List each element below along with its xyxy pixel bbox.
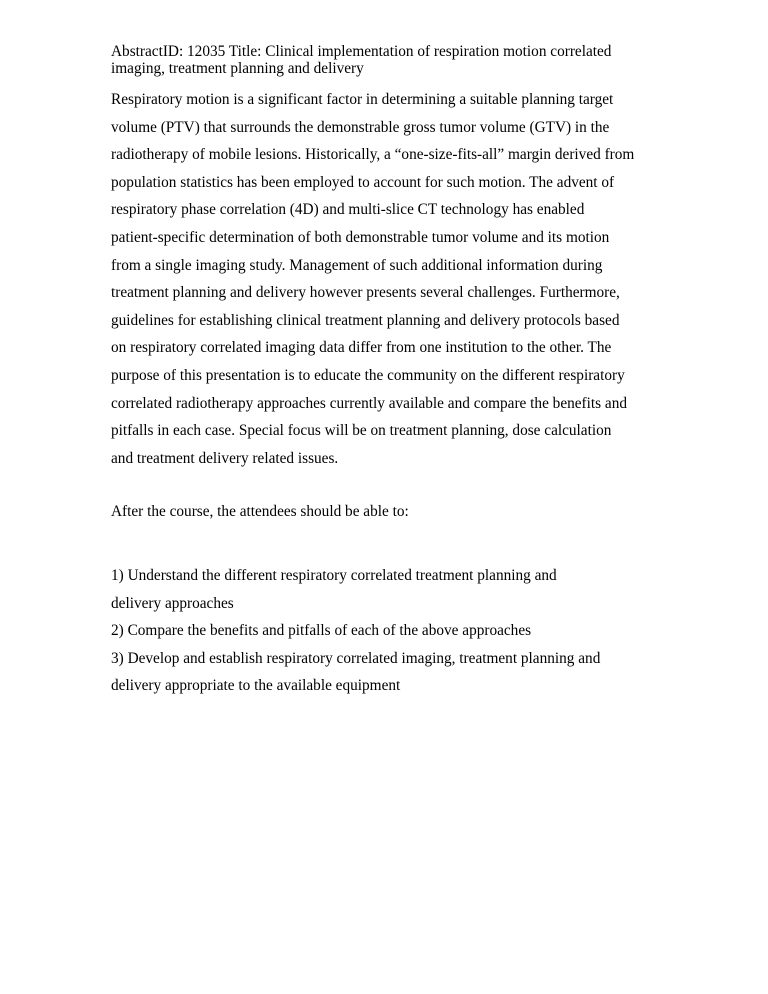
abstract-line: volume (PTV) that surrounds the demonstrable gross tumor volume (GTV) in the — [111, 118, 610, 136]
abstract-line: radiotherapy of mobile lesions. Historically, a “one-size-fits-all” margin derived from — [111, 146, 635, 164]
objective-line: delivery approaches — [111, 594, 234, 612]
abstract-line: correlated radiotherapy approaches currently available and compare the benefits and — [111, 394, 628, 412]
objective-line: 2) Compare the benefits and pitfalls of each of the above approaches — [111, 622, 532, 640]
abstract-line: patient-specific determination of both demonstrable tumor volume and its motion — [111, 228, 610, 246]
abstract-body — [111, 86, 681, 472]
objective-line: delivery appropriate to the available equipment — [111, 677, 401, 695]
abstract-line: and treatment delivery related issues. — [111, 449, 339, 467]
abstract-line: population statistics has been employed to account for such motion. The advent of — [111, 173, 615, 191]
abstract-line: from a single imaging study. Management of such additional information during — [111, 256, 603, 274]
abstract-line: respiratory phase correlation (4D) and multi-slice CT technology has enabled — [111, 201, 585, 219]
abstract-title-header — [111, 43, 671, 77]
abstract-line: on respiratory correlated imaging data differ from one institution to the other. The — [111, 339, 612, 357]
objective-line: 3) Develop and establish respiratory correlated imaging, treatment planning and — [111, 649, 601, 667]
learning-objectives — [111, 562, 671, 700]
abstract-line: Respiratory motion is a significant factor in determining a suitable planning target — [111, 91, 614, 108]
abstract-line: guidelines for establishing clinical treatment planning and delivery protocols based — [111, 311, 620, 329]
abstract-line: pitfalls in each case. Special focus will be on treatment planning, dose calculation — [111, 422, 612, 440]
objective-line: 1) Understand the different respiratory correlated treatment planning and — [111, 567, 557, 584]
header-line-2: imaging, treatment planning and delivery — [111, 60, 364, 77]
header-line-1: AbstractID: 12035 Title: Clinical implementation of respiration motion correlated — [111, 43, 612, 60]
abstract-line: purpose of this presentation is to educate the community on the different respiratory — [111, 366, 625, 384]
abstract-line: treatment planning and delivery however presents several challenges. Furthermore, — [111, 284, 620, 302]
course-intro: After the course, the attendees should be able to: — [111, 503, 409, 520]
